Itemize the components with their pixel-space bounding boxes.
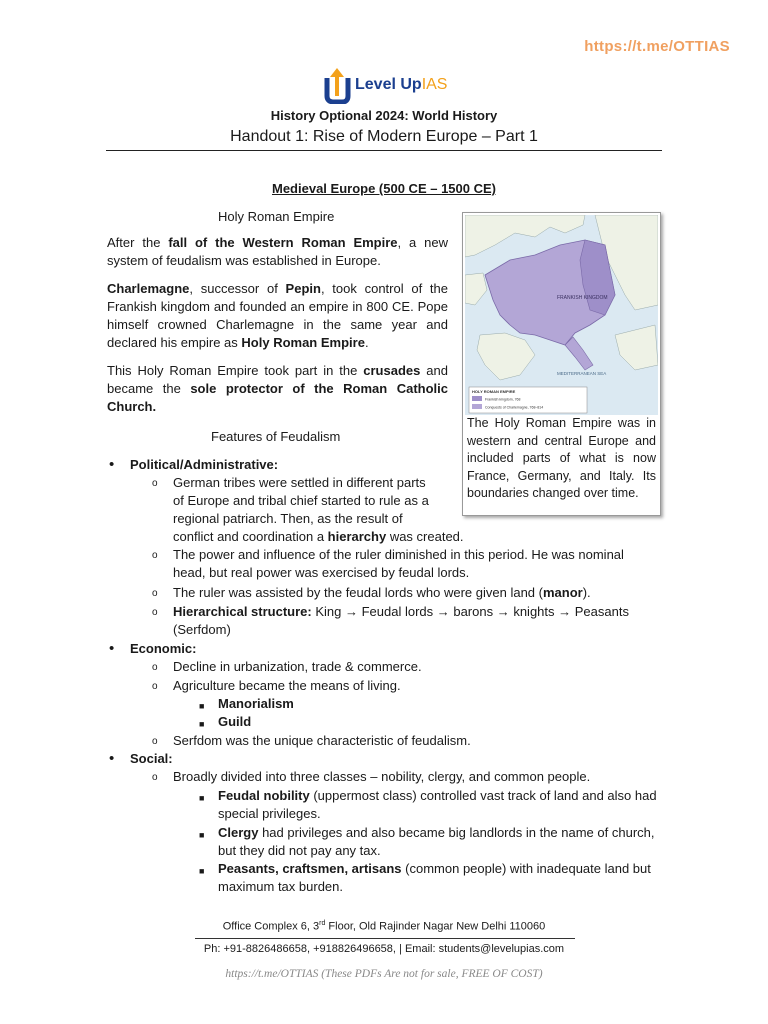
page-subtitle: History Optional 2024: World History	[270, 108, 498, 123]
paragraph-charlemagne: Charlemagne, successor of Pepin, took control of the Frankish kingdom and founded an empire in 800 CE. Pope himself crowned Charlemagne in the same year and declared his empire as Holy Roman Empire.	[107, 281, 448, 350]
section-heading: Medieval Europe (500 CE – 1500 CE)	[272, 181, 496, 196]
political-item-4-line-1: Hierarchical structure: King → Feudal lords → barons → knights → Peasants	[173, 604, 629, 619]
political-item-3: The ruler was assisted by the feudal lords who were given land (manor).	[173, 585, 591, 600]
social-sub-2-line-1: Clergy had privileges and also became big landlords in the name of church,	[218, 825, 655, 840]
map-kingdom-label: FRANKISH KINGDOM	[557, 295, 608, 301]
economic-item-3: Serfdom was the unique characteristic of feudalism.	[173, 733, 471, 748]
bullet-icon: •	[109, 456, 115, 473]
paragraph-crusades: This Holy Roman Empire took part in the crusades and became the sole protector of the Roman Catholic Church.	[107, 363, 449, 414]
square-bullet-icon: ■	[199, 701, 205, 711]
square-bullet-icon: ■	[199, 793, 205, 803]
circle-bullet-icon: o	[152, 550, 158, 561]
social-sub-2-line-2: but they did not pay any tax.	[218, 843, 381, 858]
circle-bullet-icon: o	[152, 772, 158, 783]
economic-item-1: Decline in urbanization, trade & commerce.	[173, 659, 422, 674]
political-item-1-line-2: of Europe and tribal chief started to rule as a	[173, 493, 429, 508]
political-item-4-line-2: (Serfdom)	[173, 622, 231, 637]
social-sub-1-line-2: special privileges.	[218, 806, 321, 821]
political-item-2-line-2: head, but real power was exercised by feudal lords.	[173, 565, 470, 580]
map-legend-title: HOLY ROMAN EMPIRE	[472, 389, 516, 394]
holy-roman-empire-map	[465, 215, 658, 415]
footer-contact: Ph: +91-8826486658, +918826496658, | Email: students@levelupias.com	[203, 943, 565, 955]
circle-bullet-icon: o	[152, 478, 158, 489]
political-heading: Political/Administrative:	[130, 457, 279, 472]
square-bullet-icon: ■	[199, 719, 205, 729]
map-legend-item-2: Conquests of Charlemagne, 768–814	[485, 405, 544, 410]
social-sub-3-line-2: maximum tax burden.	[218, 879, 343, 894]
map-figure	[462, 212, 661, 516]
footer-address: Office Complex 6, 3rd Floor, Old Rajinder Nagar New Delhi 110060	[222, 920, 546, 933]
level-up-ias-logo	[322, 66, 447, 104]
map-legend-item-1: Frankish kingdom, 768	[485, 397, 521, 402]
map-caption: The Holy Roman Empire was in western and central Europe and included parts of what is now France, Germany, and Italy. Its boundaries changed over time.	[467, 416, 656, 500]
title-divider	[106, 150, 662, 151]
square-bullet-icon: ■	[199, 830, 205, 840]
bullet-icon: •	[109, 640, 115, 657]
economic-heading: Economic:	[130, 641, 197, 656]
map-sea-label: MEDITERRANEAN SEA	[557, 371, 607, 376]
paragraph-western-empire: After the fall of the Western Roman Empire, a new system of feudalism was established in Europe.	[107, 235, 448, 268]
circle-bullet-icon: o	[152, 736, 158, 747]
square-bullet-icon: ■	[199, 866, 205, 876]
social-sub-1-line-1: Feudal nobility (uppermost class) controlled vast track of land and also had	[218, 788, 657, 803]
political-item-1-line-3: regional patriarch. Then, as the result of	[173, 511, 403, 526]
bullet-icon: •	[109, 750, 115, 767]
political-item-1-line-1: German tribes were settled in different parts	[173, 475, 426, 490]
circle-bullet-icon: o	[152, 662, 158, 673]
social-sub-3-line-1: Peasants, craftsmen, artisans (common people) with inadequate land but	[218, 861, 651, 876]
circle-bullet-icon: o	[152, 588, 158, 599]
political-item-2-line-1: The power and influence of the ruler diminished in this period. He was nominal	[173, 547, 624, 562]
footer-divider	[195, 938, 575, 939]
social-item-1: Broadly divided into three classes – nobility, clergy, and common people.	[173, 769, 591, 784]
telegram-link[interactable]: https://t.me/OTTIAS	[584, 38, 730, 55]
logo-wordmark: Level UpIAS	[355, 76, 448, 93]
social-heading: Social:	[130, 751, 173, 766]
footer-watermark: https://t.me/OTTIAS (These PDFs Are not for sale, FREE OF COST)	[225, 968, 543, 980]
circle-bullet-icon: o	[152, 607, 158, 618]
logo-arrow-icon	[322, 66, 352, 104]
map-legend-swatch-1	[472, 396, 482, 401]
map-legend-swatch-2	[472, 404, 482, 409]
circle-bullet-icon: o	[152, 681, 158, 692]
hre-heading: Holy Roman Empire	[218, 209, 335, 224]
economic-item-2: Agriculture became the means of living.	[173, 678, 401, 693]
economic-sub-2: Guild	[218, 714, 252, 729]
features-heading: Features of Feudalism	[211, 429, 341, 444]
economic-sub-1: Manorialism	[218, 696, 294, 711]
political-item-1-line-4: conflict and coordination a hierarchy was created.	[173, 529, 464, 544]
page-title: Handout 1: Rise of Modern Europe – Part 1	[230, 128, 538, 145]
